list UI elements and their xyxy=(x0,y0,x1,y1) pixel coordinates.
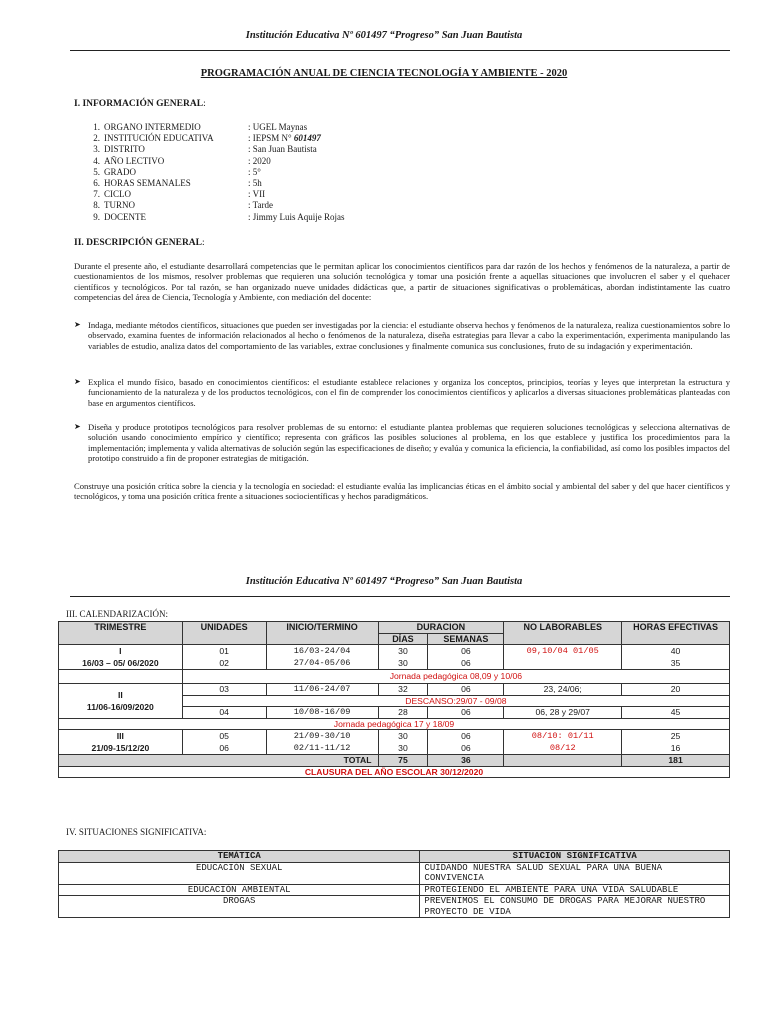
days-cell: 28 xyxy=(378,707,428,719)
total-weeks: 36 xyxy=(428,755,504,767)
descanso-note: DESCANSO:29/07 - 09/08 xyxy=(182,695,729,707)
competency-bullet: ➤ Indaga, mediante métodos científicos, situaciones que pueden ser investigadas por la ciencia: el estudiante observa hechos y fenómenos de la naturaleza, realiza cuestionamientos sobre lo observado, examina fuentes de información relacionados al hecho o fenómenos de la naturaleza, diseña estrategias para llevar a cabo la experimentación, experimenta manipulando las variables de estudio, analiza datos del comportamiento de las variables, extrae conclusiones y finalmente comunica sus conclusiones, fruto de su indagación y experimentación. xyxy=(74,320,730,351)
col-situacion: SITUACION SIGNIFICATIVA xyxy=(420,851,730,863)
hours-cell: 20 xyxy=(622,684,730,696)
units-cell: 01 02 xyxy=(182,645,266,670)
total-label: TOTAL xyxy=(59,755,379,767)
table-header-row xyxy=(59,622,730,634)
period-cell: 16/03-24/04 27/04-05/06 xyxy=(266,645,378,670)
info-list xyxy=(88,122,345,223)
table-row xyxy=(59,718,730,730)
header-rule xyxy=(70,596,730,597)
total-row xyxy=(59,755,730,767)
section-info-heading: I. INFORMACIÓN GENERAL: xyxy=(74,99,206,109)
trimestre-cell: I 16/03 – 05/ 06/2020 xyxy=(59,645,183,670)
period-cell: 10/08-16/09 xyxy=(266,707,378,719)
section-situations-heading: IV. SITUACIONES SIGNIFICATIVA: xyxy=(66,827,207,837)
weeks-cell: 06 06 xyxy=(428,730,504,755)
header-rule xyxy=(70,50,730,51)
section-description-heading: II. DESCRIPCIÓN GENERAL: xyxy=(74,238,205,248)
nolab-cell: 23, 24/06; xyxy=(504,684,622,696)
clausura-note: CLAUSURA DEL AÑO ESCOLAR 30/12/2020 xyxy=(59,766,730,778)
calendar-table xyxy=(58,621,730,778)
info-row: 6. HORAS SEMANALES : 5h xyxy=(93,178,262,189)
col-dias: DÍAS xyxy=(378,633,428,645)
description-closing: Construye una posición crítica sobre la ciencia y la tecnología en sociedad: el estudiante evalúa las implicancias éticas en el ámbito social y ambiental del saber y del que hacer científicos y tecnológicos, y toma una posición crítica frente a situaciones sociocientíficas y hechos paradigmáticos. xyxy=(74,481,730,502)
col-unidades: UNIDADES xyxy=(182,622,266,645)
competency-bullet: ➤ Explica el mundo físico, basado en conocimientos científicos: el estudiante establece relaciones y organiza los conceptos, principios, teorías y leyes que interpretan la estructura y funcionamiento de la naturaleza y de los productos tecnológicos, con el fin de comprender los conocimientos científicos y aplicarlos a diversas situaciones problemáticas planteadas con base en argumentos científicos. xyxy=(74,377,730,408)
units-cell: 03 xyxy=(182,684,266,696)
situacion-cell: PROTEGIENDO EL AMBIENTE PARA UNA VIDA SALUDABLE xyxy=(420,884,730,896)
hours-cell: 45 xyxy=(622,707,730,719)
total-hours: 181 xyxy=(622,755,730,767)
col-duracion: DURACION xyxy=(378,622,504,634)
situacion-cell: CUIDANDO NUESTRA SALUD SEXUAL PARA UNA BUENA CONVIVENCIA xyxy=(420,862,730,884)
trimestre-cell: II 11/06-16/09/2020 xyxy=(59,684,183,719)
trimestre-cell: III 21/09-15/12/20 xyxy=(59,730,183,755)
nolab-cell: 08/10: 01/11 08/12 xyxy=(504,730,622,755)
col-horas: HORAS EFECTIVAS xyxy=(622,622,730,645)
weeks-cell: 06 06 xyxy=(428,645,504,670)
table-row xyxy=(59,645,730,670)
jornada-note: Jornada pedagógica 08,09 y 10/06 xyxy=(182,670,729,684)
table-row xyxy=(59,766,730,778)
situations-table xyxy=(58,850,730,918)
table-row xyxy=(59,896,730,918)
info-row: 1. ORGANO INTERMEDIO : UGEL Maynas xyxy=(93,122,308,132)
document-title: PROGRAMACIÓN ANUAL DE CIENCIA TECNOLOGÍA Y AMBIENTE - 2020 xyxy=(200,68,568,79)
col-tematica: TEMÁTICA xyxy=(59,851,420,863)
days-cell: 30 30 xyxy=(378,730,428,755)
units-cell: 04 xyxy=(182,707,266,719)
competency-bullet: ➤ Diseña y produce prototipos tecnológicos para resolver problemas de su entorno: el estudiante plantea problemas que requieren soluciones tecnológicas y selecciona alternativas de solución usando conocimiento empírico y científico; representa con gráficos las posibles soluciones al problema, en los que establece y justifica los procedimientos para la implementación; implementa y valida alternativas de solución según las especificaciones de diseño; y evalúa y comunica la eficiencia, la confiabilidad, así como los posibles impactos del prototipo construido a fin de proponer estrategias de mitigación. xyxy=(74,422,730,464)
col-trimestre: TRIMESTRE xyxy=(59,622,183,645)
info-row: 4. AÑO LECTIVO : 2020 xyxy=(93,155,271,166)
total-days: 75 xyxy=(378,755,428,767)
tematica-cell: EDUCACIÓN SEXUAL xyxy=(59,862,420,884)
hours-cell: 25 16 xyxy=(622,730,730,755)
period-cell: 21/09-30/10 02/11-11/12 xyxy=(266,730,378,755)
page-header: Institución Educativa Nº 601497 “Progreso” San Juan Bautista xyxy=(245,30,523,41)
info-row: 7. CICLO : VII xyxy=(93,189,266,200)
weeks-cell: 06 xyxy=(428,707,504,719)
info-row: 3. DISTRITO : San Juan Bautista xyxy=(93,144,317,155)
jornada-note: Jornada pedagógica 17 y 18/09 xyxy=(59,718,730,730)
page-header: Institución Educativa Nº 601497 “Progreso” San Juan Bautista xyxy=(245,576,523,587)
table-row xyxy=(59,862,730,884)
period-cell: 11/06-24/07 xyxy=(266,684,378,696)
tematica-cell: EDUCACIÓN AMBIENTAL xyxy=(59,884,420,896)
days-cell: 30 30 xyxy=(378,645,428,670)
col-semanas: SEMANAS xyxy=(428,633,504,645)
units-cell: 05 06 xyxy=(182,730,266,755)
days-cell: 32 xyxy=(378,684,428,696)
hours-cell: 40 35 xyxy=(622,645,730,670)
info-row: 5. GRADO : 5° xyxy=(93,166,261,177)
situacion-cell: PREVENIMOS EL CONSUMO DE DROGAS PARA MEJORAR NUESTRO PROYECTO DE VIDA xyxy=(420,896,730,918)
nolab-cell: 06, 28 y 29/07 xyxy=(504,707,622,719)
table-row xyxy=(59,730,730,755)
col-inicio-termino: INICIO/TERMINO xyxy=(266,622,378,645)
col-no-laborables: NO LABORABLES xyxy=(504,622,622,645)
info-row: 8. TURNO : Tarde xyxy=(93,200,273,211)
table-row xyxy=(59,684,730,696)
description-intro: Durante el presente año, el estudiante desarrollará competencias que le permitan aplicar los conocimientos científicos para dar razón de los hechos y fenómenos de la naturaleza, a partir de cuestionamientos de los mismos, resolver problemas que requieren una solución tecnológica y tomar una posición frente a aquellas situaciones que involucren el saber y el quehacer científicos y tecnológicos. Por tal razón, se han organizado nueve unidades didácticas que, a partir de situaciones significativas o problemáticas, abordan indistintamente las cuatro competencias del área de Ciencia, Tecnología y Ambiente, con mediación del docente: xyxy=(74,261,730,303)
weeks-cell: 06 xyxy=(428,684,504,696)
table-row xyxy=(59,884,730,896)
info-row: 2. INSTITUCIÓN EDUCATIVA : IEPSM N° 601497 xyxy=(93,133,321,144)
section-calendar-heading: III. CALENDARIZACIÓN: xyxy=(66,609,168,619)
table-row xyxy=(59,670,730,684)
nolab-cell: 09,10/04 01/05 xyxy=(504,645,622,670)
table-header-row xyxy=(59,851,730,863)
info-row: 9. DOCENTE : Jimmy Luis Aquije Rojas xyxy=(93,211,345,222)
tematica-cell: DROGAS xyxy=(59,896,420,918)
